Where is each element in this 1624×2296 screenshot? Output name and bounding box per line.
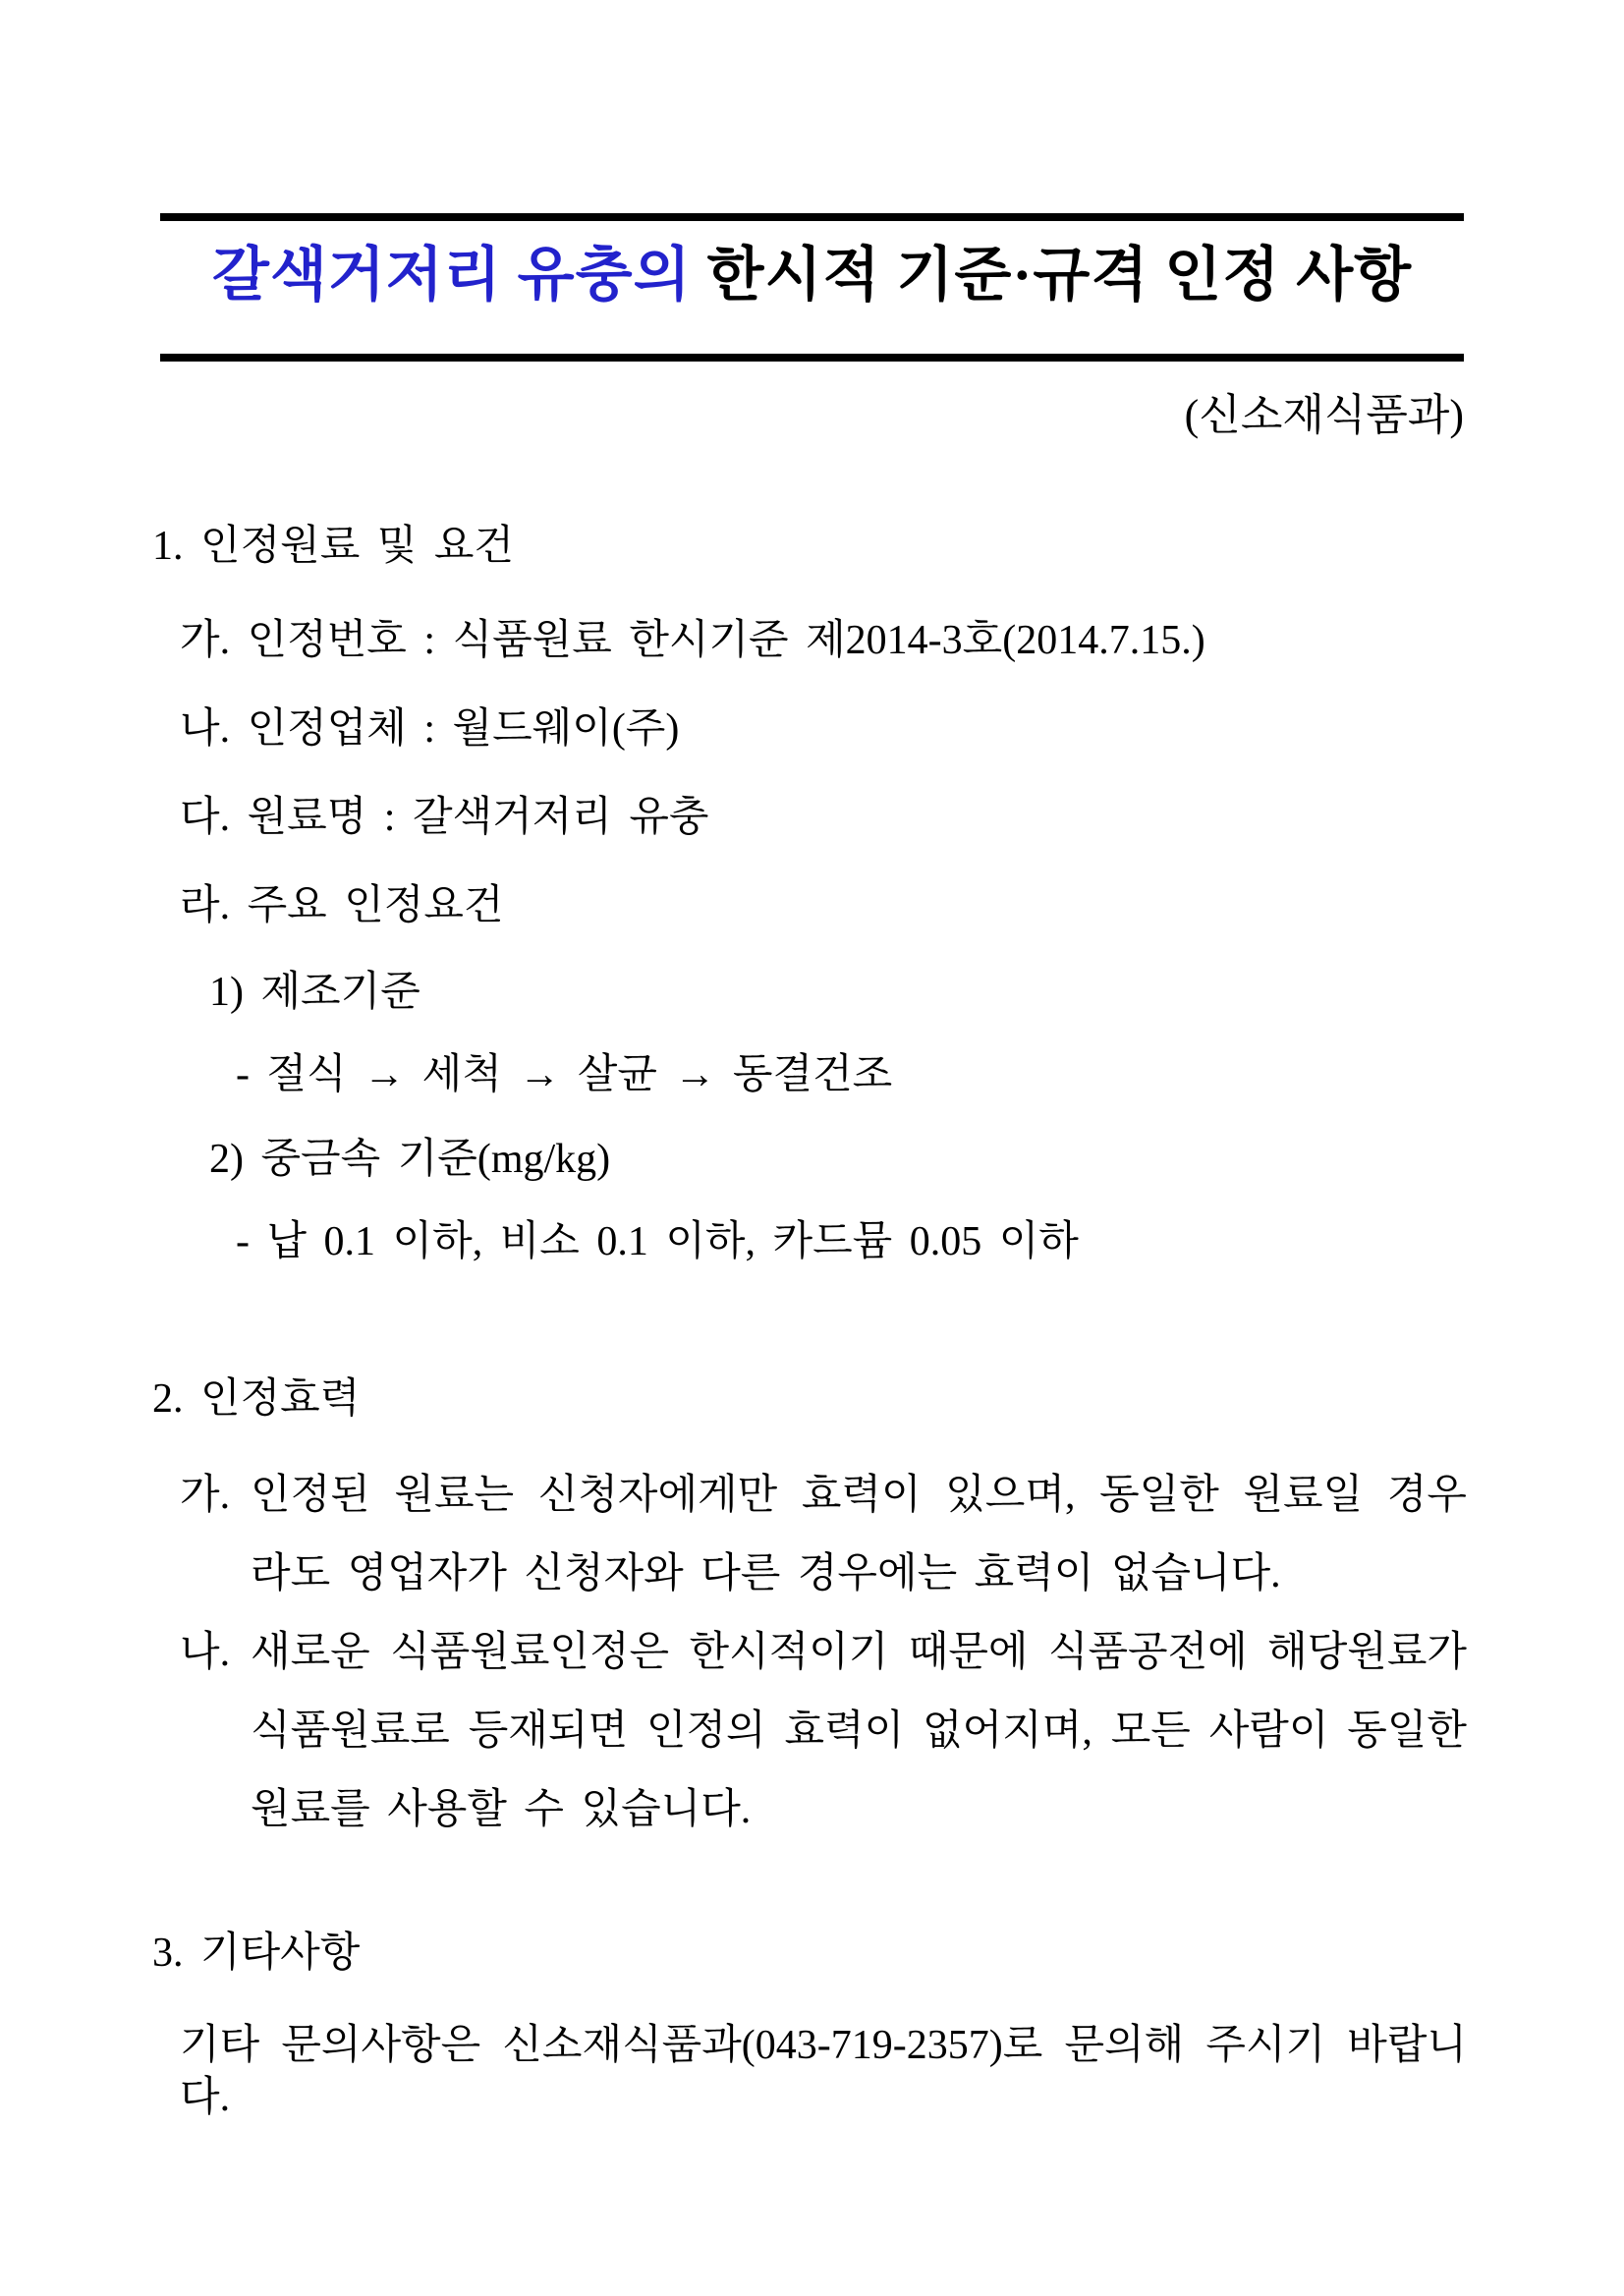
section1-item-material-name: 다. 원료명 : 갈색거저리 유충 [180, 795, 709, 840]
section1-sub-heavy-metal-limits: - 납 0.1 이하, 비소 0.1 이하, 카드뮴 0.05 이하 [236, 1219, 1079, 1264]
title-rule-bottom [160, 354, 1464, 362]
section1-item-accreditation-number: 가. 인정번호 : 식품원료 한시기준 제2014-3호(2014.7.15.) [180, 618, 1205, 663]
section2-para-b-label: 나. [180, 1630, 231, 1675]
section2-heading: 2. 인정효력 [152, 1376, 361, 1422]
section2-para-a-line2: 라도 영업자가 신청자와 다른 경우에는 효력이 없습니다. [251, 1551, 1281, 1596]
department-byline: (신소재식품과) [1184, 391, 1464, 439]
section1-item-requirements: 라. 주요 인정요건 [180, 883, 504, 928]
section1-item-company: 나. 인정업체 : 월드웨이(주) [180, 706, 680, 752]
section2-para-b-line3: 원료를 사용할 수 있습니다. [251, 1787, 752, 1832]
section3-contact-note: 기타 문의사항은 신소재식품과(043-719-2357)로 문의해 주시기 바랍니다. [180, 2023, 1467, 2120]
section1-sub-manufacturing-process: - 절식 → 세척 → 살균 → 동결건조 [236, 1052, 893, 1097]
title-rule-top [160, 213, 1464, 221]
section1-heading: 1. 인정원료 및 요건 [152, 524, 515, 569]
page-title [160, 240, 1464, 310]
section3-heading: 3. 기타사항 [152, 1931, 361, 1976]
section1-sub-manufacturing-standard: 1) 제조기준 [209, 970, 420, 1015]
page-title-highlight: 갈색거저리 유충의 [211, 243, 692, 308]
section2-para-a-label: 가. [180, 1473, 231, 1518]
section1-sub-heavy-metal-standard: 2) 중금속 기준(mg/kg) [209, 1137, 611, 1182]
section2-para-b-line1: 새로운 식품원료인정은 한시적이기 때문에 식품공전에 해당원료가 [251, 1630, 1467, 1675]
section2-para-a-line1: 인정된 원료는 신청자에게만 효력이 있으며, 동일한 원료일 경우 [251, 1473, 1467, 1518]
section2-para-b-line2: 식품원료로 등재되면 인정의 효력이 없어지며, 모든 사람이 동일한 [251, 1708, 1467, 1754]
page-title-rest: 한시적 기준·규격 인정 사항 [691, 243, 1413, 308]
